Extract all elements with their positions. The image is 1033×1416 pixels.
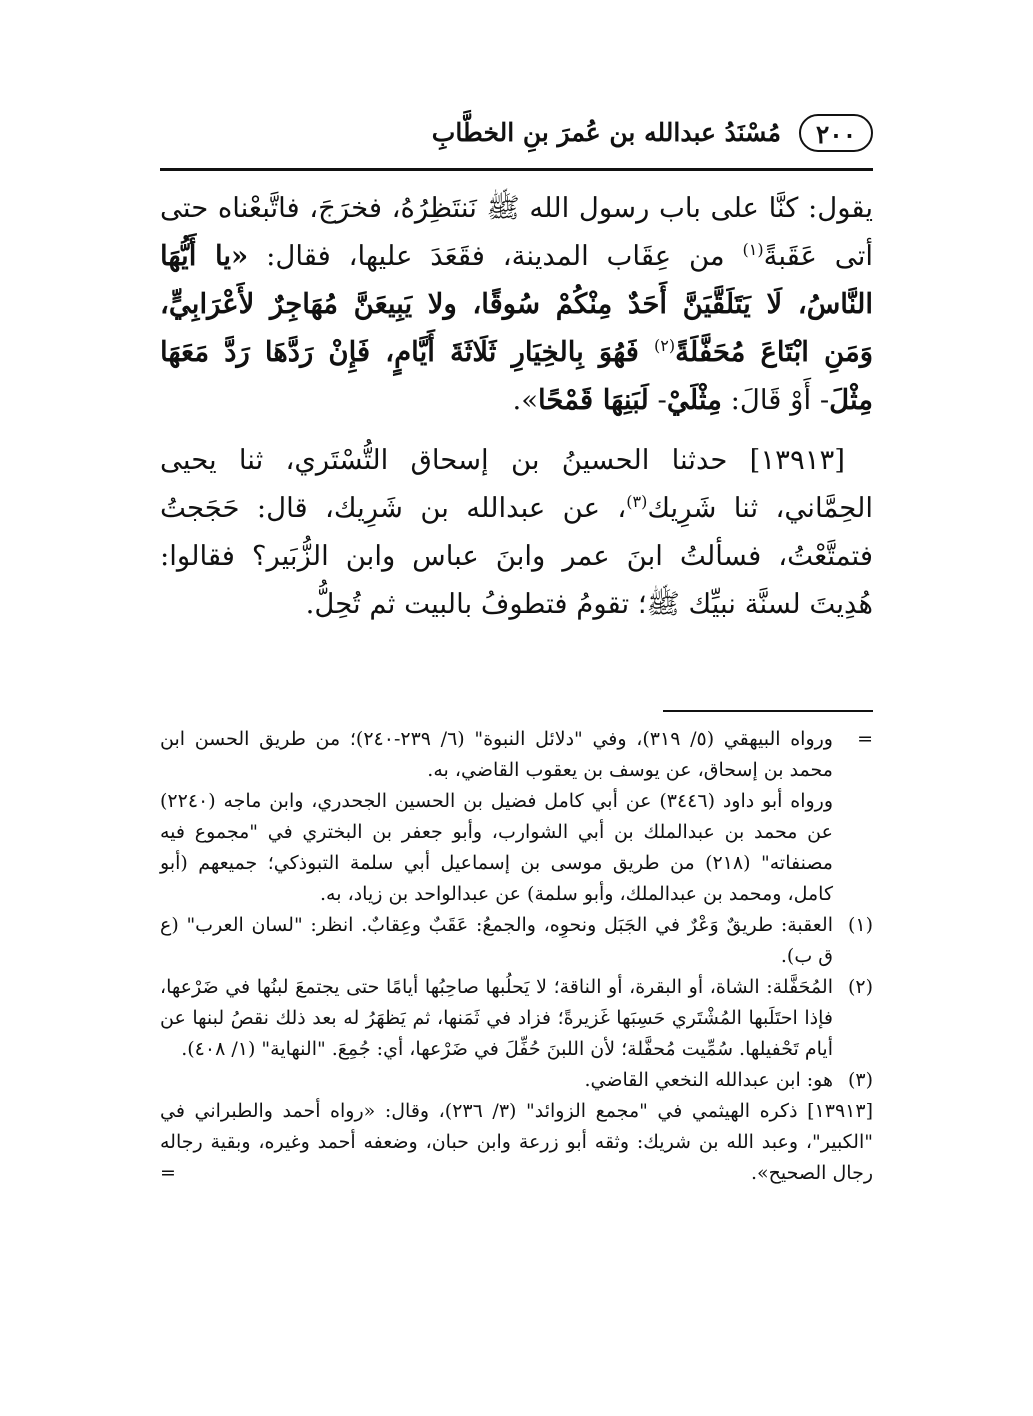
footnote-text [160,1096,873,1189]
continuation-mark: = [857,728,873,750]
footnote-text: هو: ابن عبدالله النخعي القاضي. [584,1069,833,1091]
main-text [160,184,873,628]
text-run: [١٣٩١٣] حدثنا الحسينُ بن إسحاق التُّسْتَري، ثنا يحيى الحِمَّاني، ثنا شَرِيك [160,444,874,524]
text-run: - أَوْ قَالَ: [721,384,830,416]
footnote-continued [160,724,873,910]
footnote-number: (٣) [847,1069,873,1091]
hadith-number: [١٣٩١٣] [807,1100,873,1122]
page-number: ٢٠٠ [799,114,873,152]
footnotes [160,724,873,1189]
footnote-number: (٢) [847,976,873,998]
page-header [160,108,873,160]
footnote-3 [160,1065,873,1096]
text-run: ، عن عبدالله بن شَرِيك، قال: حَجَجتُ فتمتَّعْتُ، فسألتُ ابنَ عمر وابنَ عباس وابن الزُّبَير؟ فقالوا: هُدِيتَ لسنَّة نبيِّك ﷺ؛ تقومُ فتطوفُ بالبيت ثم تُحِلُّ. [160,492,873,620]
hadith-quote: فَهُوَ بِالخِيَارِ ثَلَاثَةَ أَيَّامٍ، فَإِنْ رَدَّهَا رَدَّ مَعَهَا مِثْلَ [160,336,873,416]
hadith-quote: مِثْلَيْ [666,384,722,416]
header-divider [160,168,873,171]
text-run: يقول: كنَّا على باب رسول الله ﷺ نَنتَظِرُهُ، فخرَجَ، فاتَّبعْناه حتى أتى عَقَبةً [160,192,873,272]
text-run: - [648,384,667,416]
hadith-paragraph-1 [160,184,873,424]
text-run: ذكره الهيثمي في "مجمع الزوائد" (٣/ ٢٣٦)، وقال: «رواه أحمد والطبراني في "الكبير"، وعبد الله بن شريك: وثقه أبو زرعة وابن حبان، وضعفه أحمد وغيره، وبقية رجاله رجال الصحيح». [160,1100,873,1184]
footnote-text: المُحَفَّلة: الشاة، أو البقرة، أو الناقة؛ لا يَحلُبها صاحِبُها أيامًا حتى يجتمعَ لبنُها في ضَرْعها، فإذا احتَلَبها المُشْتَري حَسِبَها غَزيرةً؛ فزاد في ثَمَنها، ثم يَظهَرُ له بعد ذلك نقصُ لبنها عن أيام تَحْفيلها. سُمِّيت مُحفَّلة؛ لأن اللبنَ حُفِّلَ في ضَرْعها، أي: جُمِعَ. "النهاية" (١/ ٤٠٨). [160,976,833,1060]
hadith-footnote [160,1096,873,1189]
footnote-ref-2[interactable]: (٢) [654,335,676,355]
footnote-number: (١) [847,914,873,936]
text-run: من عِقَاب المدينة، فقَعَدَ عليها، فقال: [248,240,743,272]
text-run: ». [512,384,539,416]
footnote-line: ورواه أبو داود (٣٤٤٦) عن أبي كامل فضيل بن الحسين الجحدري، وابن ماجه (٢٢٤٠) عن محمد بن عبدالملك بن أبي الشوارب، وأبو جعفر بن البختري في "مجموع فيه مصنفاته" (٢١٨) من طريق موسى بن إسماعيل أبي سلمة التبوذكي؛ جميعهم (أبو كامل، ومحمد بن عبدالملك، وأبو سلمة) عن عبدالواحد بن زياد، به. [160,790,833,905]
footnote-ref-3[interactable]: (٣) [626,491,648,511]
hadith-quote: «يا أَيُّهَا النَّاسُ، لَا يَتَلَقَّيَنَّ أَحَدٌ مِنْكُمْ سُوقًا، ولا يَبِيعَنَّ مُهَاجِرٌ لأَعْرَابِيٍّ، وَمَنِ ابْتَاعَ مُحَفَّلَةً [160,240,873,368]
footnote-line: ورواه البيهقي (٥/ ٣١٩)، وفي "دلائل النبوة" (٦/ ٢٣٩-٢٤٠)؛ من طريق الحسن ابن محمد بن إسحاق، عن يوسف بن يعقوب القاضي، به. [160,728,833,781]
footnote-ref-1[interactable]: (١) [742,239,764,259]
footnote-2 [160,972,873,1065]
continuation-mark: = [160,1162,176,1184]
hadith-quote: لَبَنِهَا قَمْحًا [538,384,649,416]
footnote-1 [160,910,873,972]
footnote-divider [663,710,873,712]
page-title: مُسْنَدُ عبدالله بن عُمرَ بنِ الخطَّابِ [431,118,781,147]
footnote-text: العقبة: طريقٌ وَعْرٌ في الجَبَل ونحوِه، والجمعُ: عَقَبٌ وعِقابٌ. انظر: "لسان العرب" (ع ق ب). [160,914,833,967]
hadith-paragraph-2 [160,436,873,628]
